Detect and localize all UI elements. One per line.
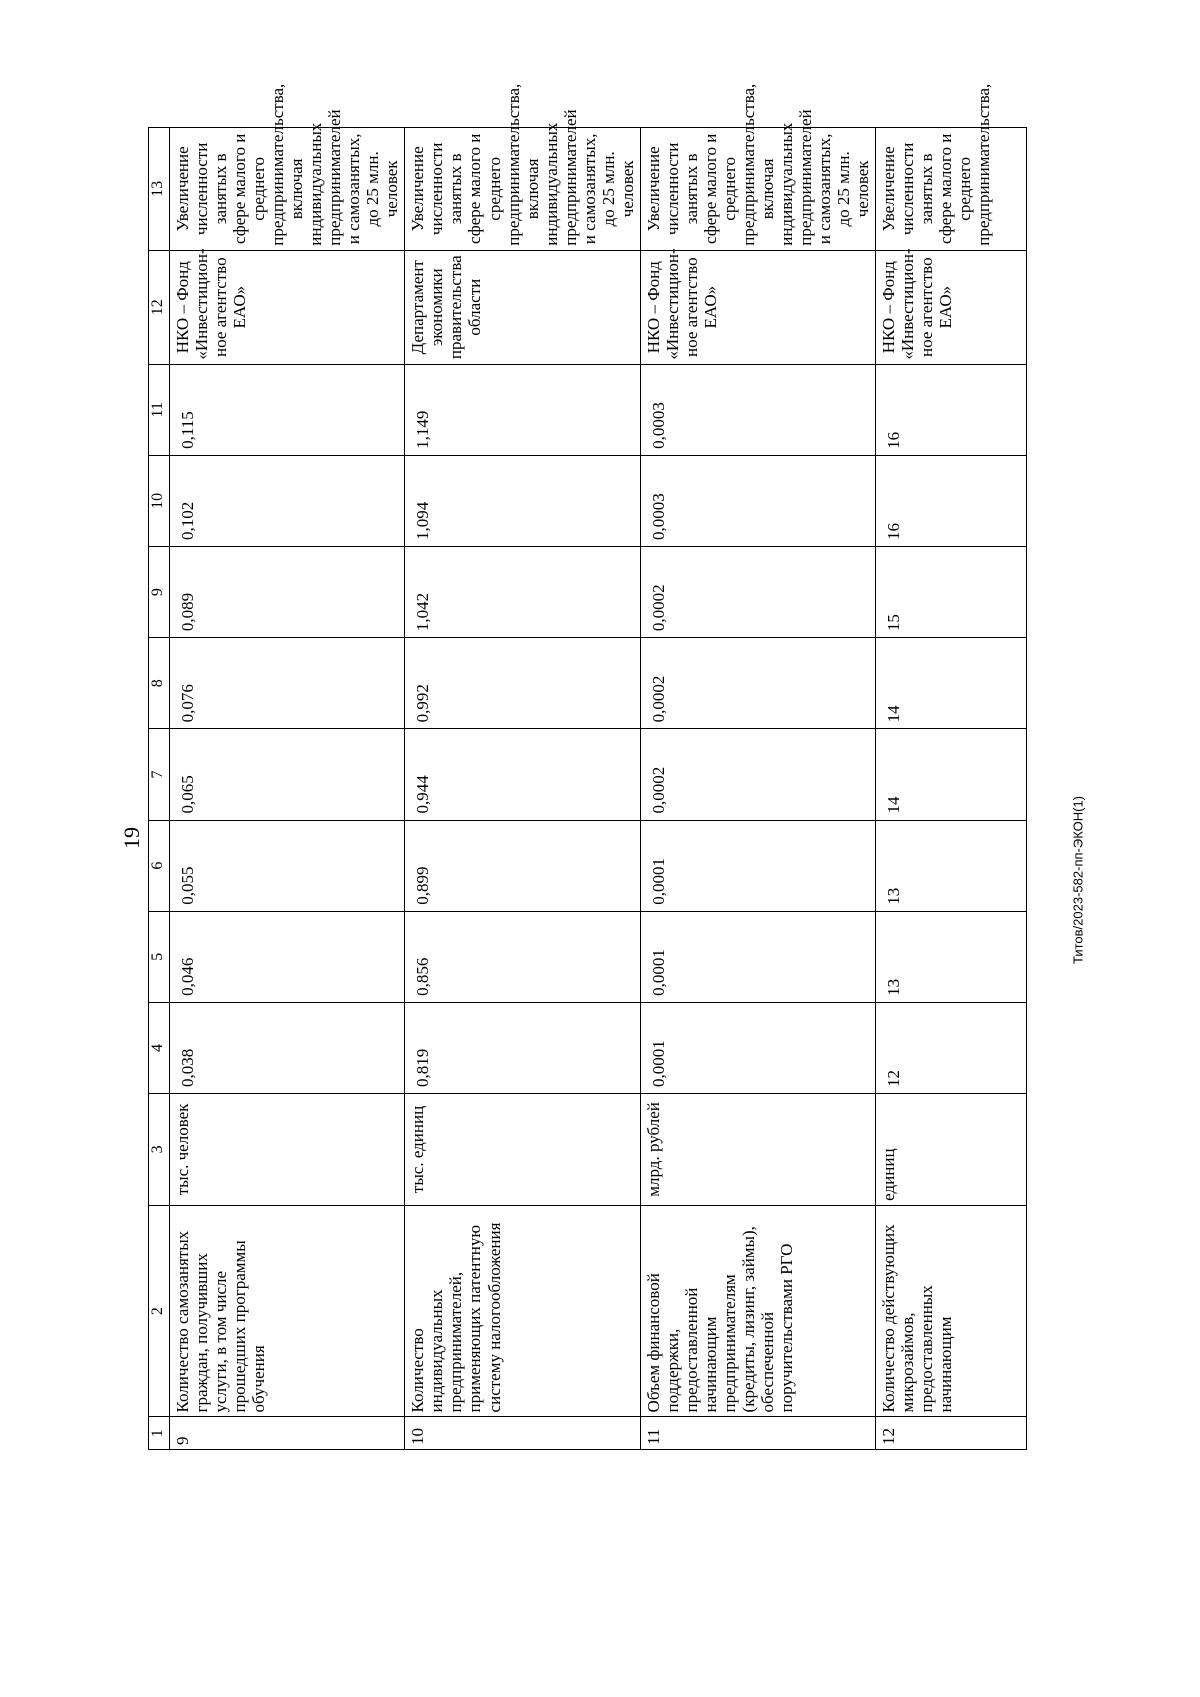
value-cell: 0,0003 <box>640 455 875 546</box>
table-row <box>405 128 640 1450</box>
value-cell: 0,0002 <box>640 638 875 729</box>
header-row <box>149 128 170 1450</box>
header-cell: 1 <box>149 1417 170 1450</box>
header-cell: 11 <box>149 364 170 455</box>
row-number-cell: 10 <box>405 1417 640 1450</box>
value-cell: 16 <box>876 364 1027 455</box>
responsible-cell: НКО – Фонд «Инвестицион-ное агентство ЕАО» <box>876 250 1027 364</box>
value-cell: 0,065 <box>170 729 405 820</box>
result-cell: Увеличение численности занятых в сфере малого и среднего предпринимательства, включая индивидуальных предпринимателей и самозанятых, до 25 млн. человек <box>640 128 875 251</box>
value-cell: 0,0002 <box>640 729 875 820</box>
header-cell: 5 <box>149 911 170 1002</box>
value-cell: 0,046 <box>170 911 405 1002</box>
row-number-cell: 12 <box>876 1417 1027 1450</box>
header-cell: 10 <box>149 455 170 546</box>
indicator-name-cell: Количество самозанятых граждан, получивших услуги, в том числе прошедших программы обучения <box>170 1205 405 1417</box>
value-cell: 0,899 <box>405 820 640 911</box>
value-cell: 0,992 <box>405 638 640 729</box>
page-number: 19 <box>119 827 144 849</box>
value-cell: 13 <box>876 820 1027 911</box>
header-cell: 6 <box>149 820 170 911</box>
value-cell: 0,0002 <box>640 547 875 638</box>
value-cell: 0,0001 <box>640 911 875 1002</box>
header-cell: 13 <box>149 128 170 251</box>
value-cell: 14 <box>876 638 1027 729</box>
unit-cell: млрд. рублей <box>640 1094 875 1206</box>
value-cell: 0,819 <box>405 1002 640 1093</box>
value-cell: 1,094 <box>405 455 640 546</box>
value-cell: 13 <box>876 911 1027 1002</box>
row-number-cell: 9 <box>170 1417 405 1450</box>
value-cell: 14 <box>876 729 1027 820</box>
value-cell: 0,0001 <box>640 1002 875 1093</box>
footer-document-code-text: Титов/2023-582-пп-ЭКОН(1) <box>1070 795 1086 965</box>
header-cell: 8 <box>149 638 170 729</box>
result-cell: Увеличение численности занятых в сфере малого и среднего предпринимательства, включая индивидуальных предпринимателей и самозанятых, до 25 млн. человек <box>170 128 405 251</box>
result-cell: Увеличение численности занятых в сфере малого и среднего предпринимательства, <box>876 128 1027 251</box>
value-cell: 0,055 <box>170 820 405 911</box>
value-cell: 0,115 <box>170 364 405 455</box>
header-cell: 12 <box>149 250 170 364</box>
value-cell: 0,0001 <box>640 820 875 911</box>
value-cell: 0,089 <box>170 547 405 638</box>
responsible-cell: НКО – Фонд «Инвестицион-ное агентство ЕАО» <box>640 250 875 364</box>
result-cell: Увеличение численности занятых в сфере малого и среднего предпринимательства, включая индивидуальных предпринимателей и самозанятых, до 25 млн. человек <box>405 128 640 251</box>
table-row <box>876 128 1027 1450</box>
header-cell: 7 <box>149 729 170 820</box>
value-cell: 15 <box>876 547 1027 638</box>
row-number-cell: 11 <box>640 1417 875 1450</box>
responsible-cell: Департамент экономики правительства области <box>405 250 640 364</box>
indicator-name-cell: Количество индивидуальных предпринимателей, применяющих патентную систему налогообложения <box>405 1205 640 1417</box>
unit-cell: тыс. человек <box>170 1094 405 1206</box>
indicators-table <box>148 83 1027 1450</box>
table-container <box>148 83 1027 1450</box>
unit-cell: тыс. единиц <box>405 1094 640 1206</box>
value-cell: 0,102 <box>170 455 405 546</box>
unit-cell: единиц <box>876 1094 1027 1206</box>
table-row <box>170 128 405 1450</box>
value-cell: 0,856 <box>405 911 640 1002</box>
value-cell: 1,042 <box>405 547 640 638</box>
value-cell: 0,076 <box>170 638 405 729</box>
header-cell: 2 <box>149 1205 170 1417</box>
value-cell: 16 <box>876 455 1027 546</box>
value-cell: 0,0003 <box>640 364 875 455</box>
table-row <box>640 128 875 1450</box>
indicator-name-cell: Объем финансовой поддержки, предоставленной начинающим предпринимателям (кредиты, лизинг, займы), обеспеченной поручительствами РГО <box>640 1205 875 1417</box>
header-cell: 3 <box>149 1094 170 1206</box>
value-cell: 12 <box>876 1002 1027 1093</box>
value-cell: 0,038 <box>170 1002 405 1093</box>
header-cell: 4 <box>149 1002 170 1093</box>
indicator-name-cell: Количество действующих микрозаймов, предоставленных начинающим <box>876 1205 1027 1417</box>
footer-document-code <box>1068 795 1088 965</box>
value-cell: 1,149 <box>405 364 640 455</box>
value-cell: 0,944 <box>405 729 640 820</box>
responsible-cell: НКО – Фонд «Инвестицион-ное агентство ЕАО» <box>170 250 405 364</box>
header-cell: 9 <box>149 547 170 638</box>
